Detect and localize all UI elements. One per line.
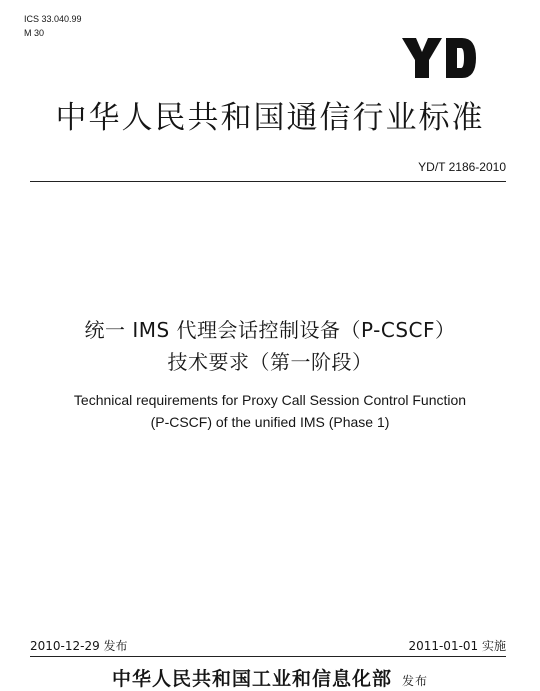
- footer-divider: [30, 656, 506, 657]
- classification-code: M 30: [24, 28, 45, 38]
- title-en-line2: (P-CSCF) of the unified IMS (Phase 1): [150, 414, 390, 430]
- issuer-line: [0, 664, 540, 691]
- issuer-name: 中华人民共和国工业和信息化部: [111, 668, 392, 690]
- organization-title: 中华人民共和国通信行业标准: [55, 100, 485, 136]
- header-divider: [30, 181, 506, 182]
- standard-number: YD/T 2186-2010: [418, 160, 506, 174]
- yd-logo: [400, 34, 478, 82]
- title-zh-line2: 技术要求（第一阶段）: [167, 350, 373, 374]
- title-en-line1: Technical requirements for Proxy Call Session Control Function: [73, 392, 467, 408]
- title-zh-line1: 统一 IMS 代理会话控制设备（P-CSCF）: [84, 318, 456, 342]
- ics-code: ICS 33.040.99: [24, 14, 82, 24]
- issuer-suffix: 发布: [402, 674, 429, 688]
- publish-date: 2010-12-29 发布: [30, 639, 128, 653]
- implement-date: 2011-01-01 实施: [408, 639, 506, 653]
